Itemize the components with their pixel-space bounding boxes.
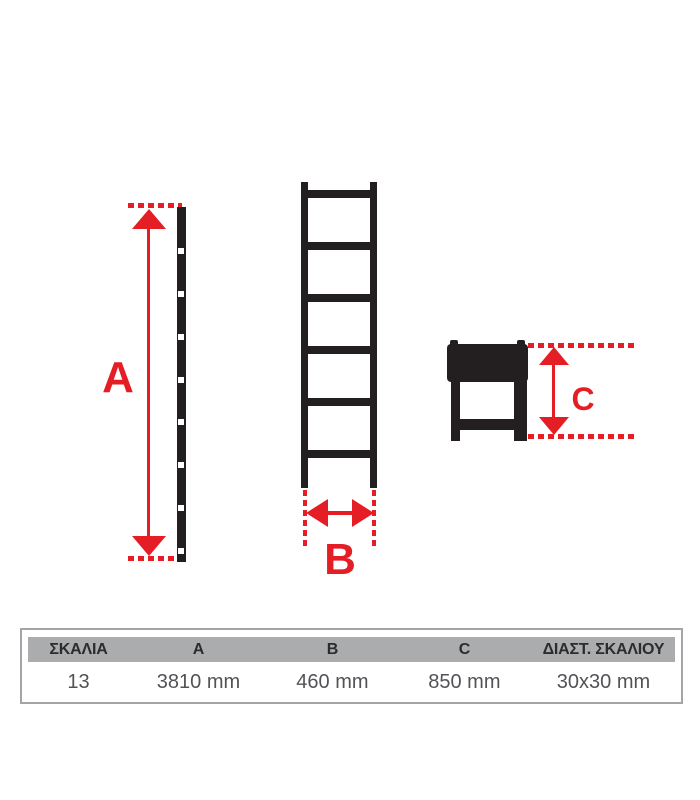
step-mark (178, 462, 184, 468)
spec-table-header-cell: A (192, 640, 205, 658)
spec-table-value-row (28, 666, 675, 698)
arrow-left-icon (306, 499, 328, 527)
spec-table-header-row (28, 637, 675, 662)
dimension-label-b: B (324, 535, 356, 584)
spec-table-value-cell: 850 mm (428, 670, 501, 693)
spec-table-value-cell: 30x30 mm (556, 670, 651, 693)
dimension-line-a-top (128, 203, 182, 208)
profile-leg-right (514, 380, 527, 441)
dimension-arrow-c-shaft (552, 362, 555, 420)
ladder-rung (301, 450, 377, 458)
step-mark (178, 334, 184, 340)
step-mark (178, 291, 184, 297)
dimension-arrow-b-shaft (325, 511, 354, 515)
profile-crossbar (451, 419, 527, 430)
step-mark (178, 377, 184, 383)
spec-table-header-cell: C (458, 640, 471, 658)
arrow-up-icon (132, 209, 166, 229)
arrow-down-icon (132, 536, 166, 556)
step-mark (178, 248, 184, 254)
ladder-rung (301, 190, 377, 198)
spec-table-value-cell: 460 mm (296, 670, 369, 693)
ladder-side-profile (177, 207, 186, 562)
spec-table-header-cell: ΔΙΑΣΤ. ΣΚΑΛΙΟΥ (542, 640, 665, 658)
dimension-arrow-a-shaft (147, 226, 150, 540)
spec-table (20, 628, 683, 704)
arrow-up-icon (539, 347, 569, 365)
ladder-top-profile (447, 344, 528, 382)
ladder-rail-right (370, 182, 377, 488)
dimension-label-c: C (571, 381, 595, 417)
spec-table-header-cell: B (326, 640, 339, 658)
ladder-rung (301, 346, 377, 354)
step-mark (178, 548, 184, 554)
step-mark (178, 505, 184, 511)
arrow-right-icon (352, 499, 374, 527)
ladder-rail-left (301, 182, 308, 488)
dimension-line-a-bottom (128, 556, 182, 561)
dimension-label-a: A (102, 353, 134, 402)
ladder-rung (301, 398, 377, 406)
ladder-rung (301, 242, 377, 250)
spec-table-header-cell: ΣΚΑΛΙΑ (49, 640, 108, 658)
arrow-down-icon (539, 417, 569, 435)
spec-table-value-cell: 13 (67, 670, 90, 693)
step-mark (178, 419, 184, 425)
profile-leg-left (451, 380, 460, 441)
spec-table-value-cell: 3810 mm (156, 670, 241, 693)
ladder-rung (301, 294, 377, 302)
